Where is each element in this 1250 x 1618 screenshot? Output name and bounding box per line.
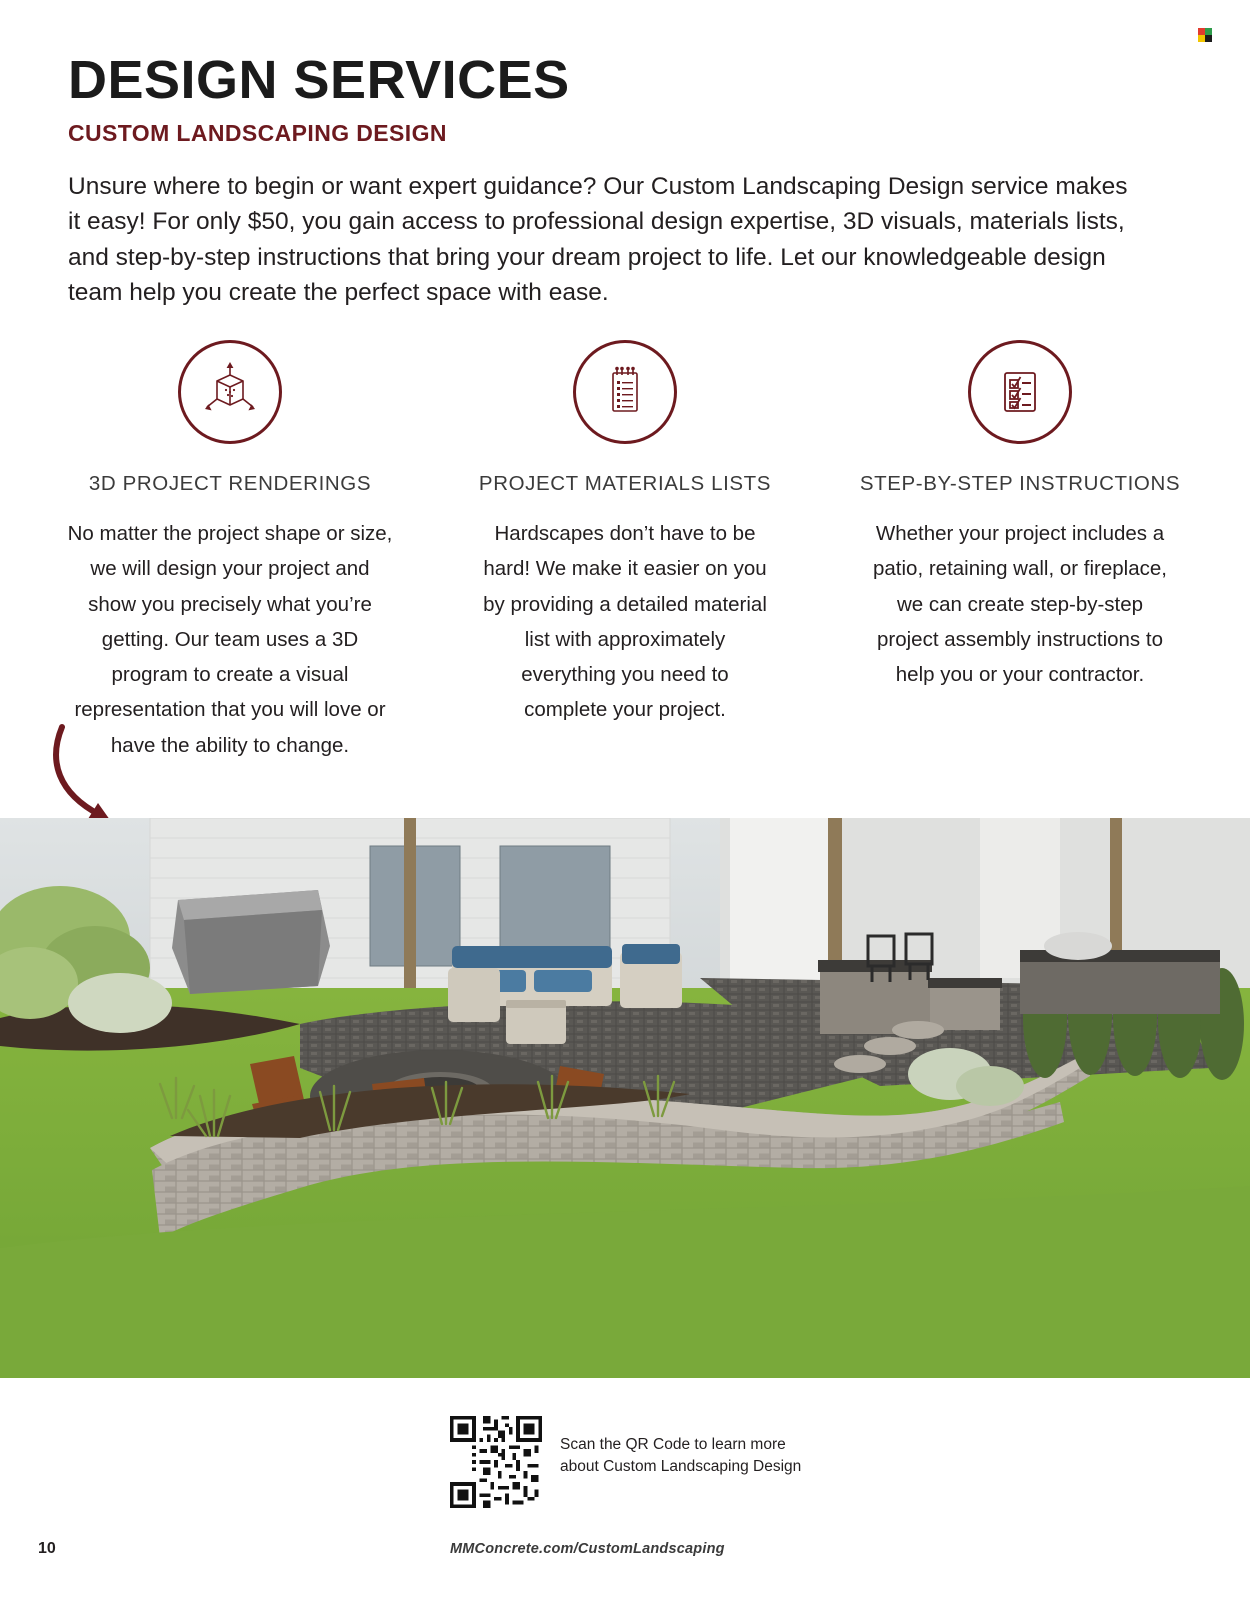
feature-body: Whether your project includes a patio, retaining wall, or fireplace, we can create step-by-step project assembly instructions to help you or your contractor.: [873, 522, 1167, 686]
feature-heading: 3D PROJECT RENDERINGS: [88, 472, 372, 495]
feature-heading: PROJECT MATERIALS LISTS: [478, 472, 772, 495]
footer: [0, 1378, 1250, 1618]
feature-3d-renderings: [60, 340, 400, 763]
intro-paragraph: Unsure where to begin or want expert guidance? Our Custom Landscaping Design service makes it easy! For only $50, you gain access to professional design expertise, 3D visuals, materials lists, and step-by-step instructions that bring your dream project to life. Let our knowledgeable design team help you create the perfect space with ease.: [68, 173, 1128, 306]
feature-heading: STEP-BY-STEP INSTRUCTIONS: [859, 472, 1181, 495]
qr-caption: [560, 1416, 801, 1478]
checklist-clipboard-icon: [968, 340, 1072, 444]
feature-columns: [60, 340, 1190, 763]
qr-block: [450, 1416, 801, 1508]
qr-code-icon[interactable]: [450, 1416, 542, 1508]
notepad-list-icon: [573, 340, 677, 444]
qr-caption-line-2: about Custom Landscaping Design: [560, 1458, 802, 1475]
feature-step-instructions: [850, 340, 1190, 763]
page-title: DESIGN SERVICES: [68, 50, 570, 110]
page-subtitle: CUSTOM LANDSCAPING DESIGN: [68, 120, 447, 147]
backyard-hardscape-rendering: [0, 818, 1250, 1378]
feature-body: Hardscapes don’t have to be hard! We make it easier on you by providing a detailed material list with approximately everything you need to complete your project.: [483, 522, 767, 722]
website-url[interactable]: MMConcrete.com/CustomLandscaping: [450, 1541, 725, 1557]
qr-caption-line-1: Scan the QR Code to learn more: [560, 1436, 786, 1453]
page-number: 10: [38, 1540, 56, 1557]
corner-registration-mark: [1198, 28, 1212, 42]
3d-cube-icon: [178, 340, 282, 444]
feature-materials-lists: [455, 340, 795, 763]
feature-body: No matter the project shape or size, we will design your project and show you precisely what you’re getting. Our team uses a 3D program to create a visual representation that you will love or have the ability to change.: [67, 522, 393, 757]
header: [68, 52, 1168, 310]
